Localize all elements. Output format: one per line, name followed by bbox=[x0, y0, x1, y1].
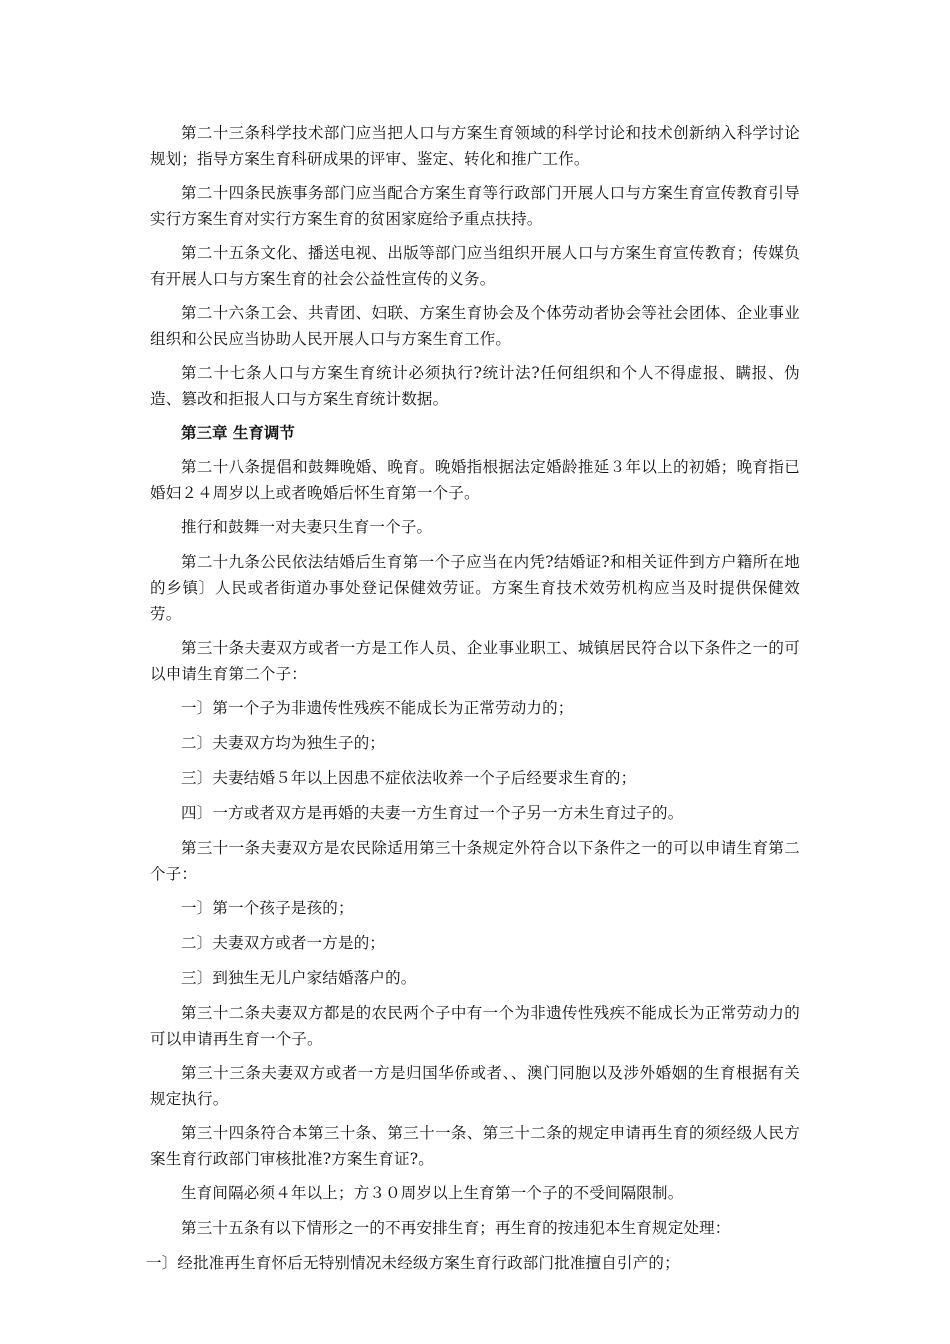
article-31: 第三十一条夫妻双方是农民除适用第三十条规定外符合以下条件之一的可以申请生育第二个子： bbox=[150, 839, 800, 883]
article-24: 第二十四条民族事务部门应当配合方案生育等行政部门开展人口与方案生育宣传教育引导实行方案生育对实行方案生育的贫困家庭给予重点扶持。 bbox=[150, 184, 800, 228]
article-35: 第三十五条有以下情形之一的不再安排生育；再生育的按违犯本生育规定处理： bbox=[181, 1219, 731, 1237]
article-28-note: 推行和鼓舞一对夫妻只生育一个子。 bbox=[181, 518, 433, 536]
article-30-item-1: 一〕第一个子为非遗传性残疾不能成长为正常劳动力的； bbox=[181, 699, 574, 717]
article-29: 第二十九条公民依法结婚后生育第一个子应当在内凭?结婚证?和相关证件到方户籍所在地的乡镇〕人民或者街道办事处登记保健效劳证。方案生育技术效劳机构应当及时提供保健效劳。 bbox=[150, 553, 800, 623]
article-31-item-2: 二〕夫妻双方或者一方是的； bbox=[181, 934, 386, 952]
article-31-item-1: 一〕第一个孩子是孩的； bbox=[181, 899, 354, 917]
article-33: 第三十三条夫妻双方或者一方是归国华侨或者、、澳门同胞以及涉外婚姻的生育根据有关规定执行。 bbox=[150, 1064, 800, 1108]
chapter-3-heading: 第三章 生育调节 bbox=[181, 424, 295, 442]
article-28: 第二十八条提倡和鼓舞晚婚、晚育。晚婚指根据法定婚龄推延３年以上的初婚；晚育指已婚妇２４周岁以上或者晚婚后怀生育第一个子。 bbox=[150, 458, 800, 502]
article-34-note: 生育间隔必须４年以上；方３０周岁以上生育第一个子的不受间隔限制。 bbox=[181, 1184, 684, 1202]
article-27: 第二十七条人口与方案生育统计必须执行?统计法?任何组织和个人不得虚报、瞒报、伪造、篡改和拒报人口与方案生育统计数据。 bbox=[150, 364, 800, 408]
article-25: 第二十五条文化、播送电视、出版等部门应当组织开展人口与方案生育宣传教育；传媒负有开展人口与方案生育的社会公益性宣传的义务。 bbox=[150, 244, 800, 288]
article-30: 第三十条夫妻双方或者一方是工作人员、企业事业职工、城镇居民符合以下条件之一的可以申请生育第二个子： bbox=[150, 639, 800, 683]
article-30-item-3: 三〕夫妻结婚５年以上因患不症依法收养一个子后经要求生育的； bbox=[181, 769, 637, 787]
article-32: 第三十二条夫妻双方都是的农民两个子中有一个为非遗传性残疾不能成长为正常劳动力的可以申请再生育一个子。 bbox=[150, 1004, 800, 1048]
article-30-item-4: 四〕一方或者双方是再婚的夫妻一方生育过一个子另一方未生育过子的。 bbox=[181, 804, 684, 822]
article-26: 第二十六条工会、共青团、妇联、方案生育协会及个体劳动者协会等社会团体、企业事业组织和公民应当协助人民开展人口与方案生育工作。 bbox=[150, 304, 800, 348]
article-31-item-3: 三〕到独生无儿户家结婚落户的。 bbox=[181, 969, 417, 987]
article-35-item-1: 一〕经批准再生育怀后无特别情况未经级方案生育行政部门批准擅自引产的； bbox=[146, 1254, 680, 1272]
article-23: 第二十三条科学技术部门应当把人口与方案生育领域的科学讨论和技术创新纳入科学讨论规划；指导方案生育科研成果的评审、鉴定、转化和推广工作。 bbox=[150, 124, 800, 168]
article-34: 第三十四条符合本第三十条、第三十一条、第三十二条的规定申请再生育的须经级人民方案生育行政部门审核批准?方案生育证?。 bbox=[150, 1124, 800, 1168]
document-body bbox=[146, 120, 800, 1284]
article-30-item-2: 二〕夫妻双方均为独生子的； bbox=[181, 734, 386, 752]
